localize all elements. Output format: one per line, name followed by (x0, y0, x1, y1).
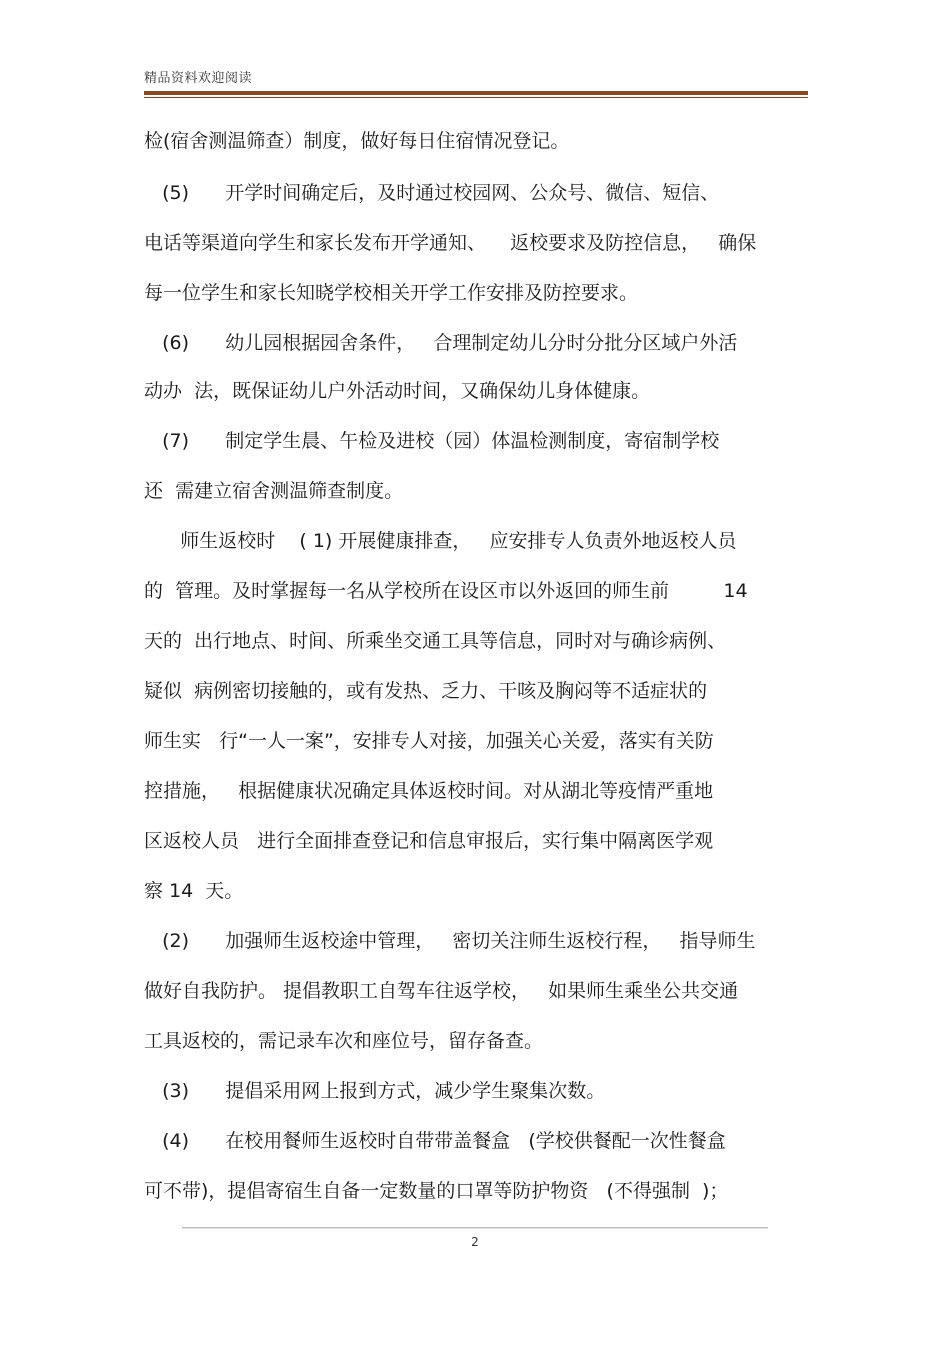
body-line: (3) 提倡采用网上报到方式，减少学生聚集次数。 (144, 1080, 606, 1102)
body-line: (5) 开学时间确定后，及时通过校园网、公众号、微信、短信、 (144, 182, 720, 204)
body-line: 师生返校时 ( 1) 开展健康排查， 应安排专人负责外地返校人员 (144, 530, 737, 552)
body-line: (6) 幼儿园根据园舍条件， 合理制定幼儿分时分批分区域户外活 (144, 332, 738, 354)
body-line: 检(宿舍测温筛查）制度，做好每日住宿情况登记。 (144, 130, 570, 152)
body-line: 电话等渠道向学生和家长发布开学通知、 返校要求及防控信息， 确保 (144, 232, 757, 254)
page-number: 2 (471, 1235, 479, 1249)
body-line: 天的 出行地点、时间、所乘坐交通工具等信息，同时对与确诊病例、 (144, 630, 727, 652)
body-line: (4) 在校用餐师生返校时自带带盖餐盒 (学校供餐配一次性餐盒 (144, 1130, 726, 1152)
page-header-title: 精品资料欢迎阅读 (144, 71, 253, 86)
body-line: 控措施， 根据健康状况确定具体返校时间。对从湖北等疫情严重地 (144, 780, 714, 802)
body-line: 还 需建立宿舍测温筛查制度。 (144, 480, 404, 502)
header-rule-thick (144, 91, 808, 95)
body-line: 区返校人员 进行全面排查登记和信息审报后，实行集中隔离医学观 (144, 830, 714, 852)
body-line: 的 管理。及时掌握每一名从学校所在设区市以外返回的师生前 14 (144, 580, 748, 602)
body-line: (2) 加强师生返校途中管理， 密切关注师生返校行程， 指导师生 (144, 930, 756, 952)
body-line: 可不带)，提倡寄宿生自备一定数量的口罩等防护物资 (不得强制 )； (144, 1180, 729, 1202)
body-line: 做好自我防护。 提倡教职工自驾车往返学校， 如果师生乘坐公共交通 (144, 980, 739, 1002)
body-line: 每一位学生和家长知晓学校相关开学工作安排及防控要求。 (144, 282, 639, 304)
body-line: (7) 制定学生晨、午检及进校（园）体温检测制度，寄宿制学校 (144, 430, 720, 452)
body-line: 疑似 病例密切接触的，或有发热、乏力、干咳及胸闷等不适症状的 (144, 680, 708, 702)
header-rule-thin (144, 97, 808, 98)
body-line: 师生实 行“一人一案”，安排专人对接，加强关心关爱，落实有关防 (144, 730, 714, 752)
body-line: 工具返校的，需记录车次和座位号，留存备查。 (144, 1030, 544, 1052)
body-line: 察 14 天。 (144, 880, 244, 902)
footer-rule (182, 1227, 768, 1228)
body-line: 动办 法，既保证幼儿户外活动时间，又确保幼儿身体健康。 (144, 380, 651, 402)
